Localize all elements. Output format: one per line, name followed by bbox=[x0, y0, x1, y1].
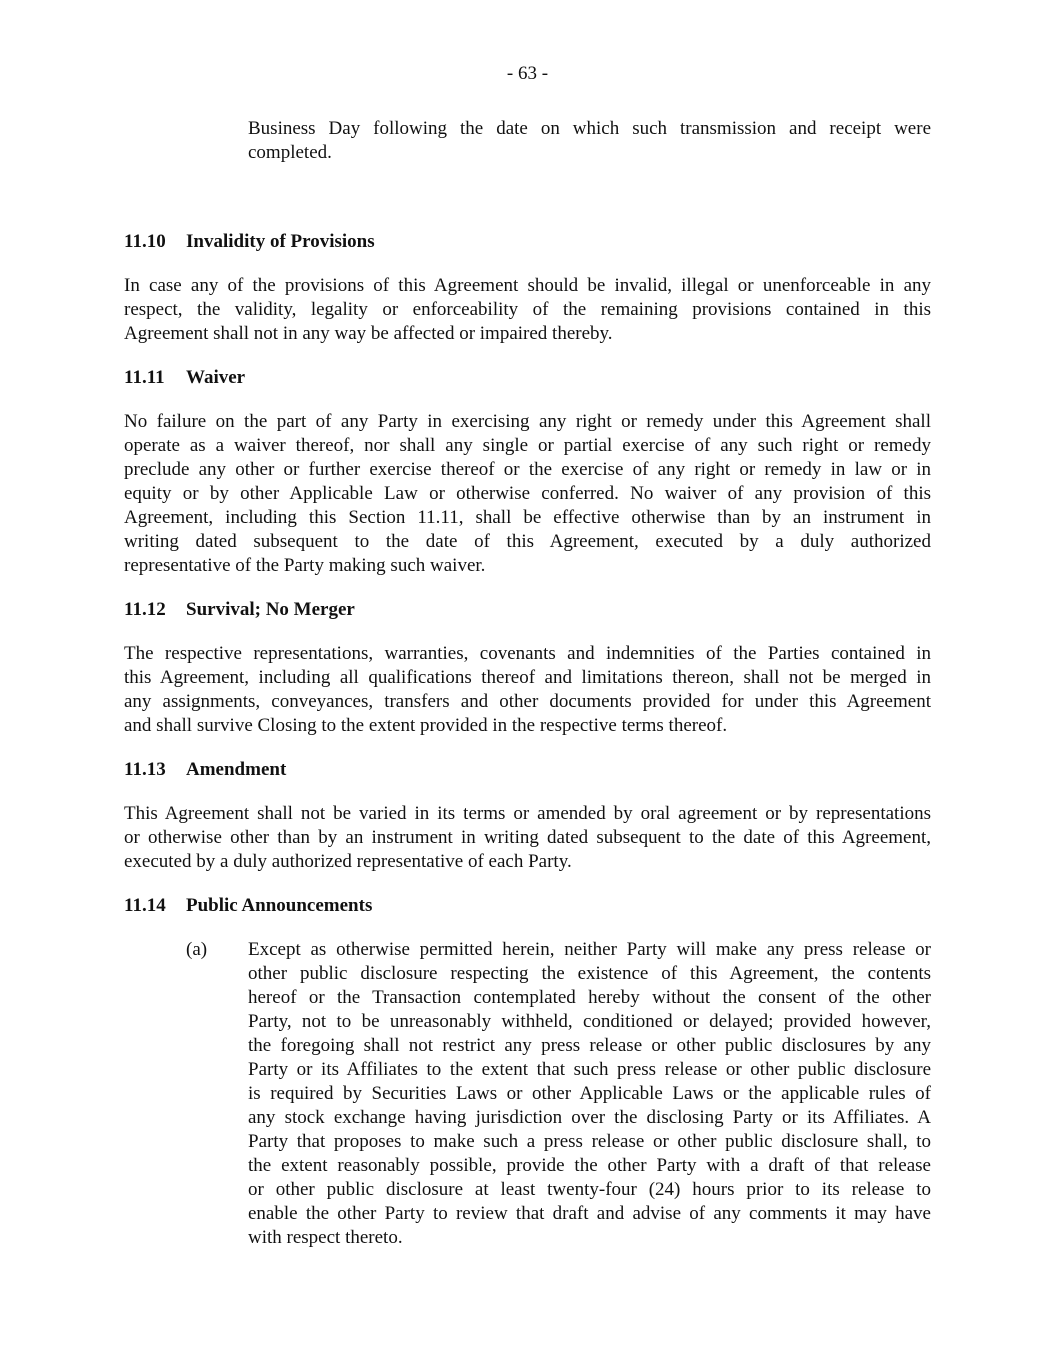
section-title: Amendment bbox=[186, 759, 287, 780]
text-line: writing dated subsequent to the date of this Agreement, executed by a duly authorized bbox=[124, 531, 931, 552]
section-number: 11.13 bbox=[124, 759, 166, 780]
text-line: the foregoing shall not restrict any press release or other public disclosures by any bbox=[248, 1035, 931, 1056]
text-line: hereof or the Transaction contemplated hereby without the consent of the other bbox=[248, 987, 931, 1008]
section-heading bbox=[124, 598, 355, 622]
text-line: and shall survive Closing to the extent provided in the respective terms thereof. bbox=[124, 715, 728, 736]
section-number: 11.12 bbox=[124, 599, 166, 620]
text-line: completed. bbox=[248, 142, 332, 163]
section-title: Survival; No Merger bbox=[186, 599, 355, 620]
section-number: 11.14 bbox=[124, 895, 166, 916]
text-line: Party that proposes to make such a press release or other public disclosure shall, to bbox=[248, 1131, 931, 1152]
text-line: Party or its Affiliates to the extent that such press release or other public disclosure bbox=[248, 1059, 931, 1080]
text-line: any stock exchange having jurisdiction over the disclosing Party or its Affiliates. A bbox=[248, 1107, 931, 1128]
text-line: equity or by other Applicable Law or otherwise conferred. No waiver of any provision of this bbox=[124, 483, 931, 504]
text-line: enable the other Party to review that draft and advise of any comments it may have bbox=[248, 1203, 931, 1224]
page-number: - 63 - bbox=[506, 63, 549, 84]
text-line: operate as a waiver thereof, nor shall any single or partial exercise of any such right or remedy bbox=[124, 435, 931, 456]
text-line: with respect thereto. bbox=[248, 1227, 403, 1248]
section-paragraph bbox=[124, 642, 931, 738]
section-number: 11.10 bbox=[124, 231, 166, 252]
section-heading bbox=[124, 230, 375, 254]
text-line: the extent reasonably possible, provide the other Party with a draft of that release bbox=[248, 1155, 931, 1176]
text-line: preclude any other or further exercise thereof or the exercise of any right or remedy in law or in bbox=[124, 459, 931, 480]
section-heading bbox=[124, 894, 372, 918]
section-paragraph bbox=[124, 274, 931, 346]
section-paragraph bbox=[124, 410, 931, 578]
text-line: Except as otherwise permitted herein, neither Party will make any press release or bbox=[248, 939, 931, 960]
text-line: Agreement, including this Section 11.11, shall be effective otherwise than by an instrument in bbox=[124, 507, 931, 528]
text-line: Party, not to be unreasonably withheld, conditioned or delayed; provided however, bbox=[248, 1011, 931, 1032]
text-line: or otherwise other than by an instrument in writing dated subsequent to the date of this Agreement, bbox=[124, 827, 931, 848]
text-line: any assignments, conveyances, transfers and other documents provided for under this Agreement bbox=[124, 691, 931, 712]
text-line: other public disclosure respecting the existence of this Agreement, the contents bbox=[248, 963, 931, 984]
section-paragraph bbox=[124, 802, 931, 874]
text-line: Agreement shall not in any way be affected or impaired thereby. bbox=[124, 323, 613, 344]
text-line: executed by a duly authorized representative of each Party. bbox=[124, 851, 572, 872]
text-line: In case any of the provisions of this Agreement should be invalid, illegal or unenforceable in any bbox=[124, 275, 931, 296]
continuation-paragraph bbox=[248, 117, 931, 165]
text-line: The respective representations, warranties, covenants and indemnities of the Parties contained in bbox=[124, 643, 931, 664]
text-line: respect, the validity, legality or enforceability of the remaining provisions contained in this bbox=[124, 299, 931, 320]
text-line: Business Day following the date on which such transmission and receipt were bbox=[248, 118, 931, 139]
section-number: 11.11 bbox=[124, 367, 165, 388]
text-line: this Agreement, including all qualifications thereof and limitations thereon, shall not be merged in bbox=[124, 667, 931, 688]
section-heading bbox=[124, 758, 286, 782]
section-heading bbox=[124, 366, 245, 390]
text-line: No failure on the part of any Party in exercising any right or remedy under this Agreement shall bbox=[124, 411, 931, 432]
text-line: representative of the Party making such waiver. bbox=[124, 555, 486, 576]
list-marker: (a) bbox=[186, 939, 208, 960]
section-title: Public Announcements bbox=[186, 895, 373, 916]
text-line: is required by Securities Laws or other Applicable Laws or the applicable rules of bbox=[248, 1083, 931, 1104]
text-line: This Agreement shall not be varied in its terms or amended by oral agreement or by representations bbox=[124, 803, 931, 824]
text-line: or other public disclosure at least twenty-four (24) hours prior to its release to bbox=[248, 1179, 931, 1200]
list-item-paragraph bbox=[248, 938, 931, 1250]
section-title: Waiver bbox=[186, 367, 246, 388]
section-title: Invalidity of Provisions bbox=[186, 231, 375, 252]
